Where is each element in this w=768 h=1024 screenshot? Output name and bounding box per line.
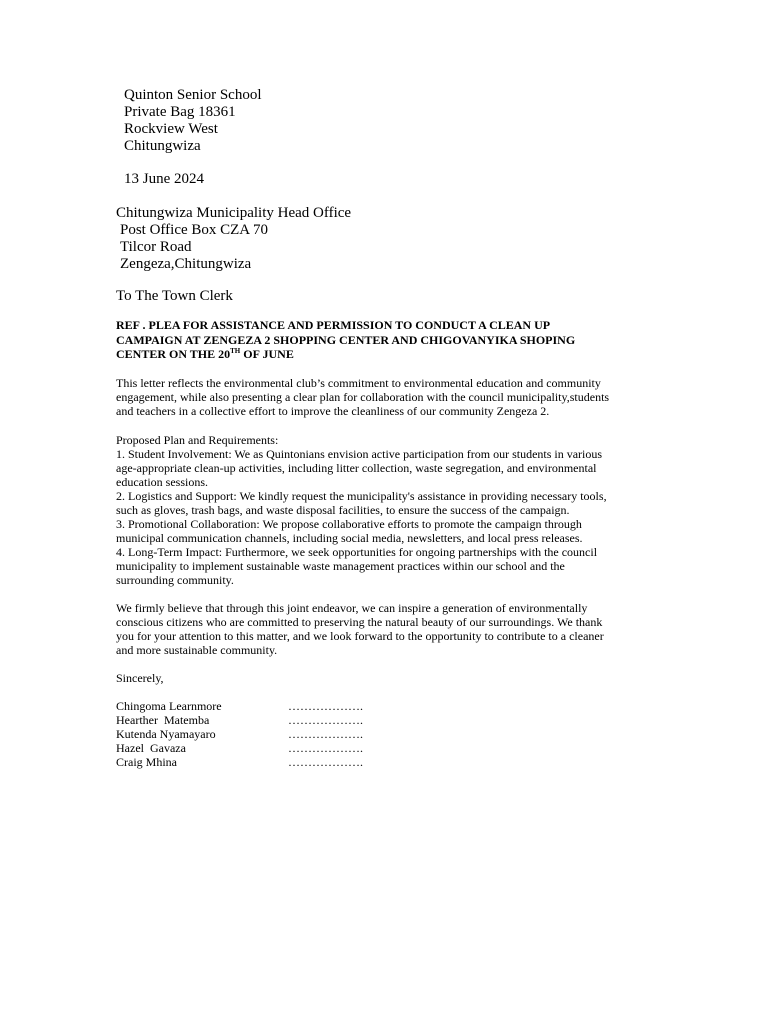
subject-line1: REF . PLEA FOR ASSISTANCE AND PERMISSION TO CONDUCT A CLEAN UP bbox=[116, 318, 551, 332]
recipient-address-line2: Tilcor Road bbox=[120, 239, 192, 255]
salutation: To The Town Clerk bbox=[116, 288, 233, 304]
signature-line: ………………. bbox=[288, 713, 363, 727]
plan-line: 2. Logistics and Support: We kindly request the municipality's assistance in providing necessary tools, bbox=[116, 489, 607, 503]
signature-line: ………………. bbox=[288, 741, 363, 755]
sender-address-line1: Private Bag 18361 bbox=[124, 104, 236, 120]
signature-line: ………………. bbox=[288, 727, 363, 741]
signature-line: ………………. bbox=[288, 699, 363, 713]
plan-line: 1. Student Involvement: We as Quintonians envision active participation from our students in various bbox=[116, 447, 603, 461]
plan-line: municipality to implement sustainable waste management practices within our school and the bbox=[116, 559, 565, 573]
subject-heading bbox=[116, 318, 656, 362]
paragraph-intro bbox=[116, 376, 656, 418]
paragraph-conclusion bbox=[116, 601, 656, 657]
recipient-address bbox=[116, 205, 351, 273]
plan-line: 4. Long-Term Impact: Furthermore, we seek opportunities for ongoing partnerships with the council bbox=[116, 545, 598, 559]
sender-city: Chitungwiza bbox=[124, 138, 201, 154]
signatory-row bbox=[116, 741, 363, 755]
closing: Sincerely, bbox=[116, 671, 164, 685]
signatory-name: Kutenda Nyamayaro bbox=[116, 727, 216, 741]
plan-line: such as gloves, trash bags, and waste disposal facilities, to ensure the success of the campaign. bbox=[116, 503, 570, 517]
signatory-row bbox=[116, 713, 363, 727]
plan-line: 3. Promotional Collaboration: We propose collaborative efforts to promote the campaign through bbox=[116, 517, 582, 531]
paragraph-line: We firmly believe that through this joint endeavor, we can inspire a generation of environmentally bbox=[116, 601, 588, 615]
recipient-name: Chitungwiza Municipality Head Office bbox=[116, 205, 352, 221]
subject-line3-superscript: TH bbox=[230, 347, 241, 355]
subject-line3-post: OF JUNE bbox=[240, 347, 294, 361]
signatory-name: Chingoma Learnmore bbox=[116, 699, 222, 713]
paragraph-line: and more sustainable community. bbox=[116, 643, 278, 657]
signatory-row bbox=[116, 727, 363, 741]
subject-line3 bbox=[116, 347, 656, 362]
signatory-name: Craig Mhina bbox=[116, 755, 177, 769]
signatory-name: Hearther Matemba bbox=[116, 713, 210, 727]
paragraph-line: This letter reflects the environmental club’s commitment to environmental education and community bbox=[116, 376, 601, 390]
signatory-list bbox=[116, 699, 363, 769]
paragraph-line: you for your attention to this matter, and we look forward to the opportunity to contribute to a cleaner bbox=[116, 629, 604, 643]
signature-line: ………………. bbox=[288, 755, 363, 769]
subject-line2: CAMPAIGN AT ZENGEZA 2 SHOPPING CENTER AND CHIGOVANYIKA SHOPING bbox=[116, 332, 576, 347]
plan-heading: Proposed Plan and Requirements: bbox=[116, 433, 279, 447]
signatory-name: Hazel Gavaza bbox=[116, 741, 186, 755]
signatory-row bbox=[116, 699, 363, 713]
sender-school: Quinton Senior School bbox=[124, 87, 262, 103]
signatory-row bbox=[116, 755, 363, 769]
paragraph-line: and teachers in a collective effort to improve the cleanliness of our community Zengeza 2. bbox=[116, 404, 550, 418]
recipient-city: Zengeza,Chitungwiza bbox=[120, 256, 252, 272]
paragraph-line: engagement, while also presenting a clear plan for collaboration with the council municipality,students bbox=[116, 390, 610, 404]
subject-line3-pre: CENTER ON THE 20 bbox=[116, 347, 231, 361]
plan-line: education sessions. bbox=[116, 475, 208, 489]
sender-address bbox=[124, 87, 262, 155]
plan-line: surrounding community. bbox=[116, 573, 234, 587]
plan-line: municipal communication channels, including social media, newsletters, and local press releases. bbox=[116, 531, 583, 545]
proposed-plan bbox=[116, 433, 656, 587]
recipient-address-line1: Post Office Box CZA 70 bbox=[120, 222, 269, 238]
sender-address-line2: Rockview West bbox=[124, 121, 218, 137]
paragraph-line: conscious citizens who are committed to preserving the natural beauty of our surroundings. We thank bbox=[116, 615, 603, 629]
plan-line: age-appropriate clean-up activities, including litter collection, waste segregation, and environmental bbox=[116, 461, 597, 475]
letter-date: 13 June 2024 bbox=[124, 171, 204, 187]
